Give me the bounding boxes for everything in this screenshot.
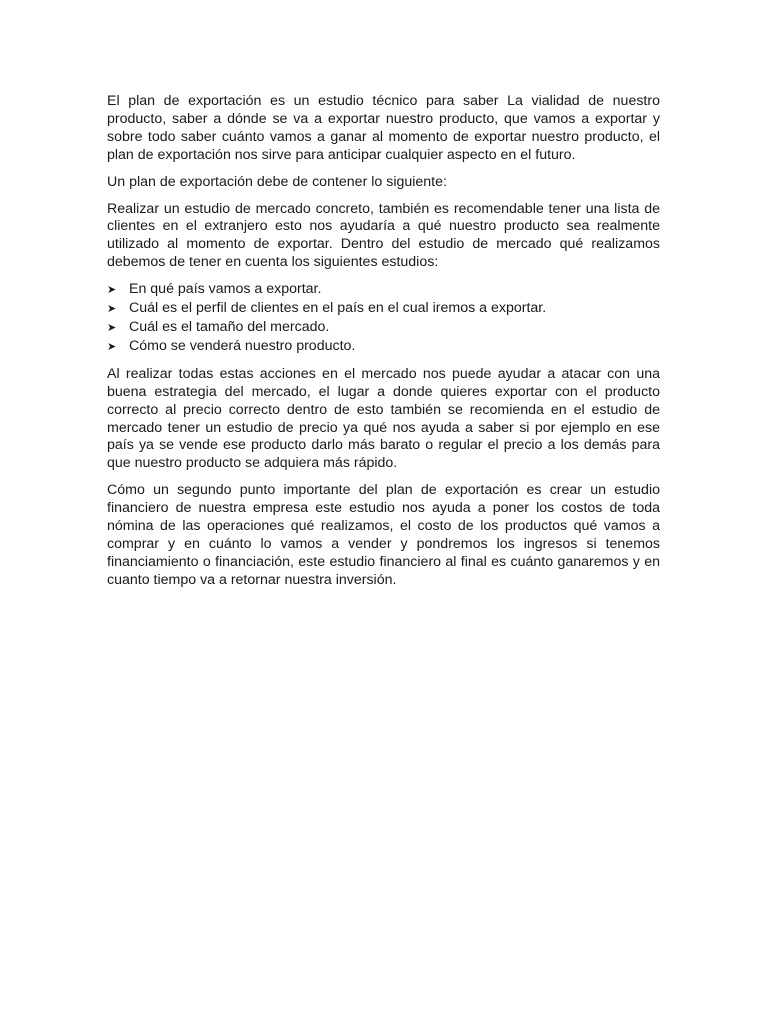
list-item: [107, 281, 660, 300]
list-item: [107, 338, 660, 357]
arrowhead-bullet-icon: ➤: [107, 321, 117, 334]
arrowhead-bullet-icon: ➤: [107, 303, 117, 316]
paragraph-market-study: Realizar un estudio de mercado concreto, también es recomendable tener una lista de clientes en el extranjero esto nos ayudaría a qué nuestro producto sea realmente utilizado al momento de exportar. Dentro del estudio de mercado qué realizamos debemos de tener en cuenta los siguientes estudios:: [107, 200, 660, 271]
list-item: [107, 300, 660, 319]
document-page: [107, 93, 660, 599]
bullet-list: [107, 281, 660, 357]
list-item-text: Cómo se venderá nuestro producto.: [129, 337, 356, 354]
arrowhead-bullet-icon: ➤: [107, 340, 117, 353]
paragraph-financial-study: Cómo un segundo punto importante del plan de exportación es crear un estudio financiero de nuestra empresa este estudio nos ayuda a poner los costos de toda nómina de las operaciones qué realizamos, el costo de los productos qué vamos a comprar y en cuánto lo vamos a vender y pondremos los ingresos si tenemos financiamiento o financiación, este estudio financiero al final es cuánto ganaremos y en cuanto tiempo va a retornar nuestra inversión.: [107, 482, 660, 588]
list-item-text: Cuál es el perfil de clientes en el país en el cual iremos a exportar.: [129, 300, 547, 317]
list-item: [107, 319, 660, 338]
paragraph-list-lead: Un plan de exportación debe de contener lo siguiente:: [107, 173, 447, 190]
list-item-text: En qué país vamos a exportar.: [129, 281, 322, 298]
list-item-text: Cuál es el tamaño del mercado.: [129, 318, 330, 335]
arrowhead-bullet-icon: ➤: [107, 284, 117, 297]
paragraph-intro: El plan de exportación es un estudio técnico para saber La vialidad de nuestro producto, saber a dónde se va a exportar nuestro producto, que vamos a exportar y sobre todo saber cuánto vamos a ganar al momento de exportar nuestro producto, el plan de exportación nos sirve para anticipar cualquier aspecto en el futuro.: [107, 93, 660, 163]
paragraph-strategy: Al realizar todas estas acciones en el mercado nos puede ayudar a atacar con una buena estrategia del mercado, el lugar a donde quieres exportar con el producto correcto al precio correcto dentro de esto también se recomienda en el estudio de mercado tener un estudio de precio ya qué nos ayuda a saber si por ejemplo en ese país ya se vende ese producto darlo más barato o regular el precio a los demás para que nuestro producto se adquiera más rápido.: [107, 365, 660, 472]
